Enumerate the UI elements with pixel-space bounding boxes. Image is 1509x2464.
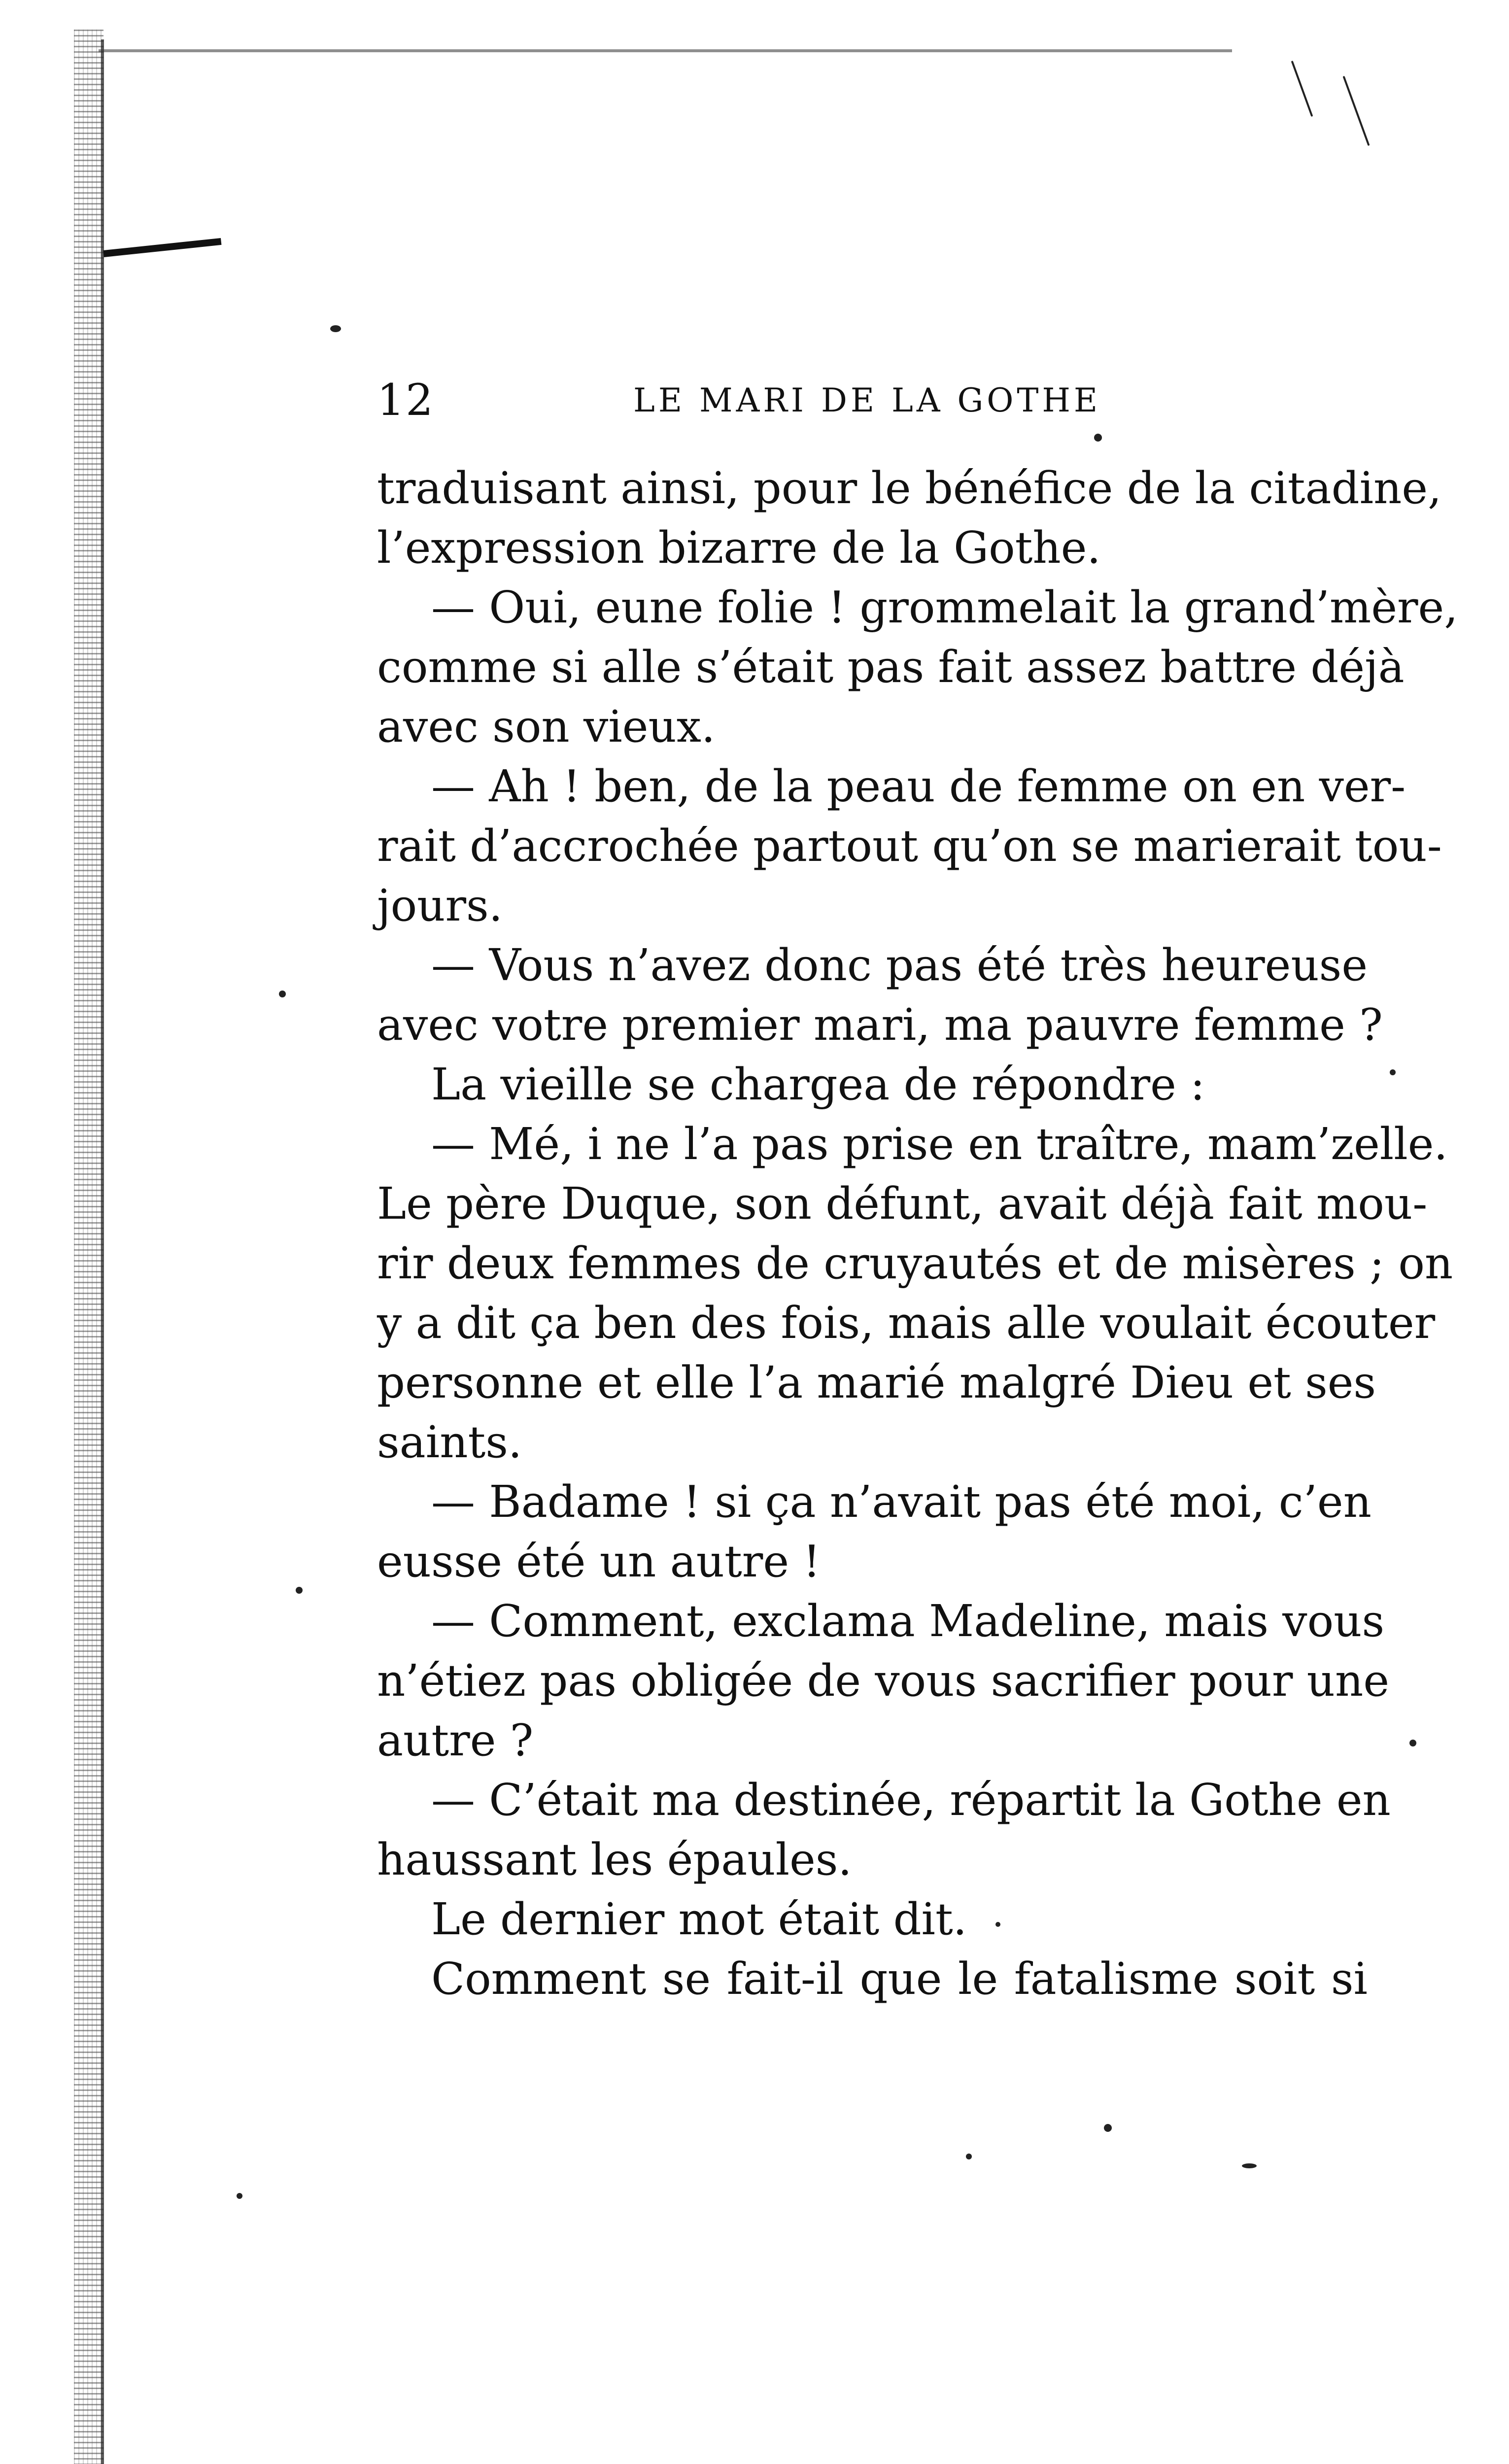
text-line: avec son vieux. xyxy=(377,701,716,752)
text-line: autre ? xyxy=(377,1714,534,1766)
text-line: avec votre premier mari, ma pauvre femme ? xyxy=(377,999,1383,1050)
text-line: — Badame ! si ça n’avait pas été moi, c’en xyxy=(431,1476,1372,1527)
scan-speck xyxy=(1094,434,1102,442)
text-line: n’étiez pas obligée de vous sacrifier pour une xyxy=(377,1655,1389,1706)
scan-ink-mark xyxy=(103,238,221,257)
scan-speck xyxy=(279,991,286,997)
text-line: saints. xyxy=(377,1416,522,1468)
text-line: Le dernier mot était dit. xyxy=(431,1893,967,1945)
text-line: — Ah ! ben, de la peau de femme on en ver- xyxy=(431,760,1406,812)
text-line: l’expression bizarre de la Gothe. xyxy=(377,522,1101,573)
running-title: LE MARI DE LA GOTHE xyxy=(633,381,1101,419)
scan-speck xyxy=(1291,61,1313,117)
text-line: — C’était ma destinée, répartit la Gothe en xyxy=(431,1774,1391,1825)
text-line: jours. xyxy=(377,880,503,931)
text-line: La vieille se chargea de répondre : xyxy=(431,1059,1205,1110)
text-line: — Mé, i ne l’a pas prise en traître, mam’zelle. xyxy=(431,1118,1448,1169)
scan-speck xyxy=(966,2154,972,2159)
text-line: traduisant ainsi, pour le bénéfice de la citadine, xyxy=(377,462,1442,513)
scan-speck xyxy=(237,2193,242,2199)
scan-speck xyxy=(1342,76,1370,146)
scan-speck xyxy=(1104,2124,1112,2132)
text-line: rait d’accrochée partout qu’on se marierait tou- xyxy=(377,820,1442,871)
scan-speck xyxy=(296,1587,303,1594)
text-line: rir deux femmes de cruyautés et de misères ; on xyxy=(377,1237,1453,1289)
scan-speck xyxy=(1390,1069,1396,1075)
text-line: — Comment, exclama Madeline, mais vous xyxy=(431,1595,1385,1646)
text-line: eusse été un autre ! xyxy=(377,1536,821,1587)
body-text xyxy=(377,458,1458,2009)
scan-speck xyxy=(1409,1740,1416,1746)
scan-speck xyxy=(1242,2163,1257,2168)
text-line: — Vous n’avez donc pas été très heureuse xyxy=(431,939,1368,991)
text-line: personne et elle l’a marié malgré Dieu et ses xyxy=(377,1357,1376,1408)
text-line: Comment se fait-il que le fatalisme soit si xyxy=(431,1953,1368,2004)
running-head xyxy=(377,375,1368,424)
scan-top-rule xyxy=(99,49,1232,52)
text-line: haussant les épaules. xyxy=(377,1834,852,1885)
text-line: comme si alle s’était pas fait assez battre déjà xyxy=(377,641,1405,692)
scan-speck xyxy=(330,325,341,332)
text-line: Le père Duque, son défunt, avait déjà fait mou- xyxy=(377,1178,1428,1229)
text-line: — Oui, eune folie ! grommelait la grand’mère, xyxy=(431,582,1458,633)
page-number: 12 xyxy=(377,375,434,425)
text-line: y a dit ça ben des fois, mais alle voulait écouter xyxy=(377,1297,1436,1348)
scan-binding-edge xyxy=(74,30,103,2464)
scan-binding-line xyxy=(101,39,104,2464)
